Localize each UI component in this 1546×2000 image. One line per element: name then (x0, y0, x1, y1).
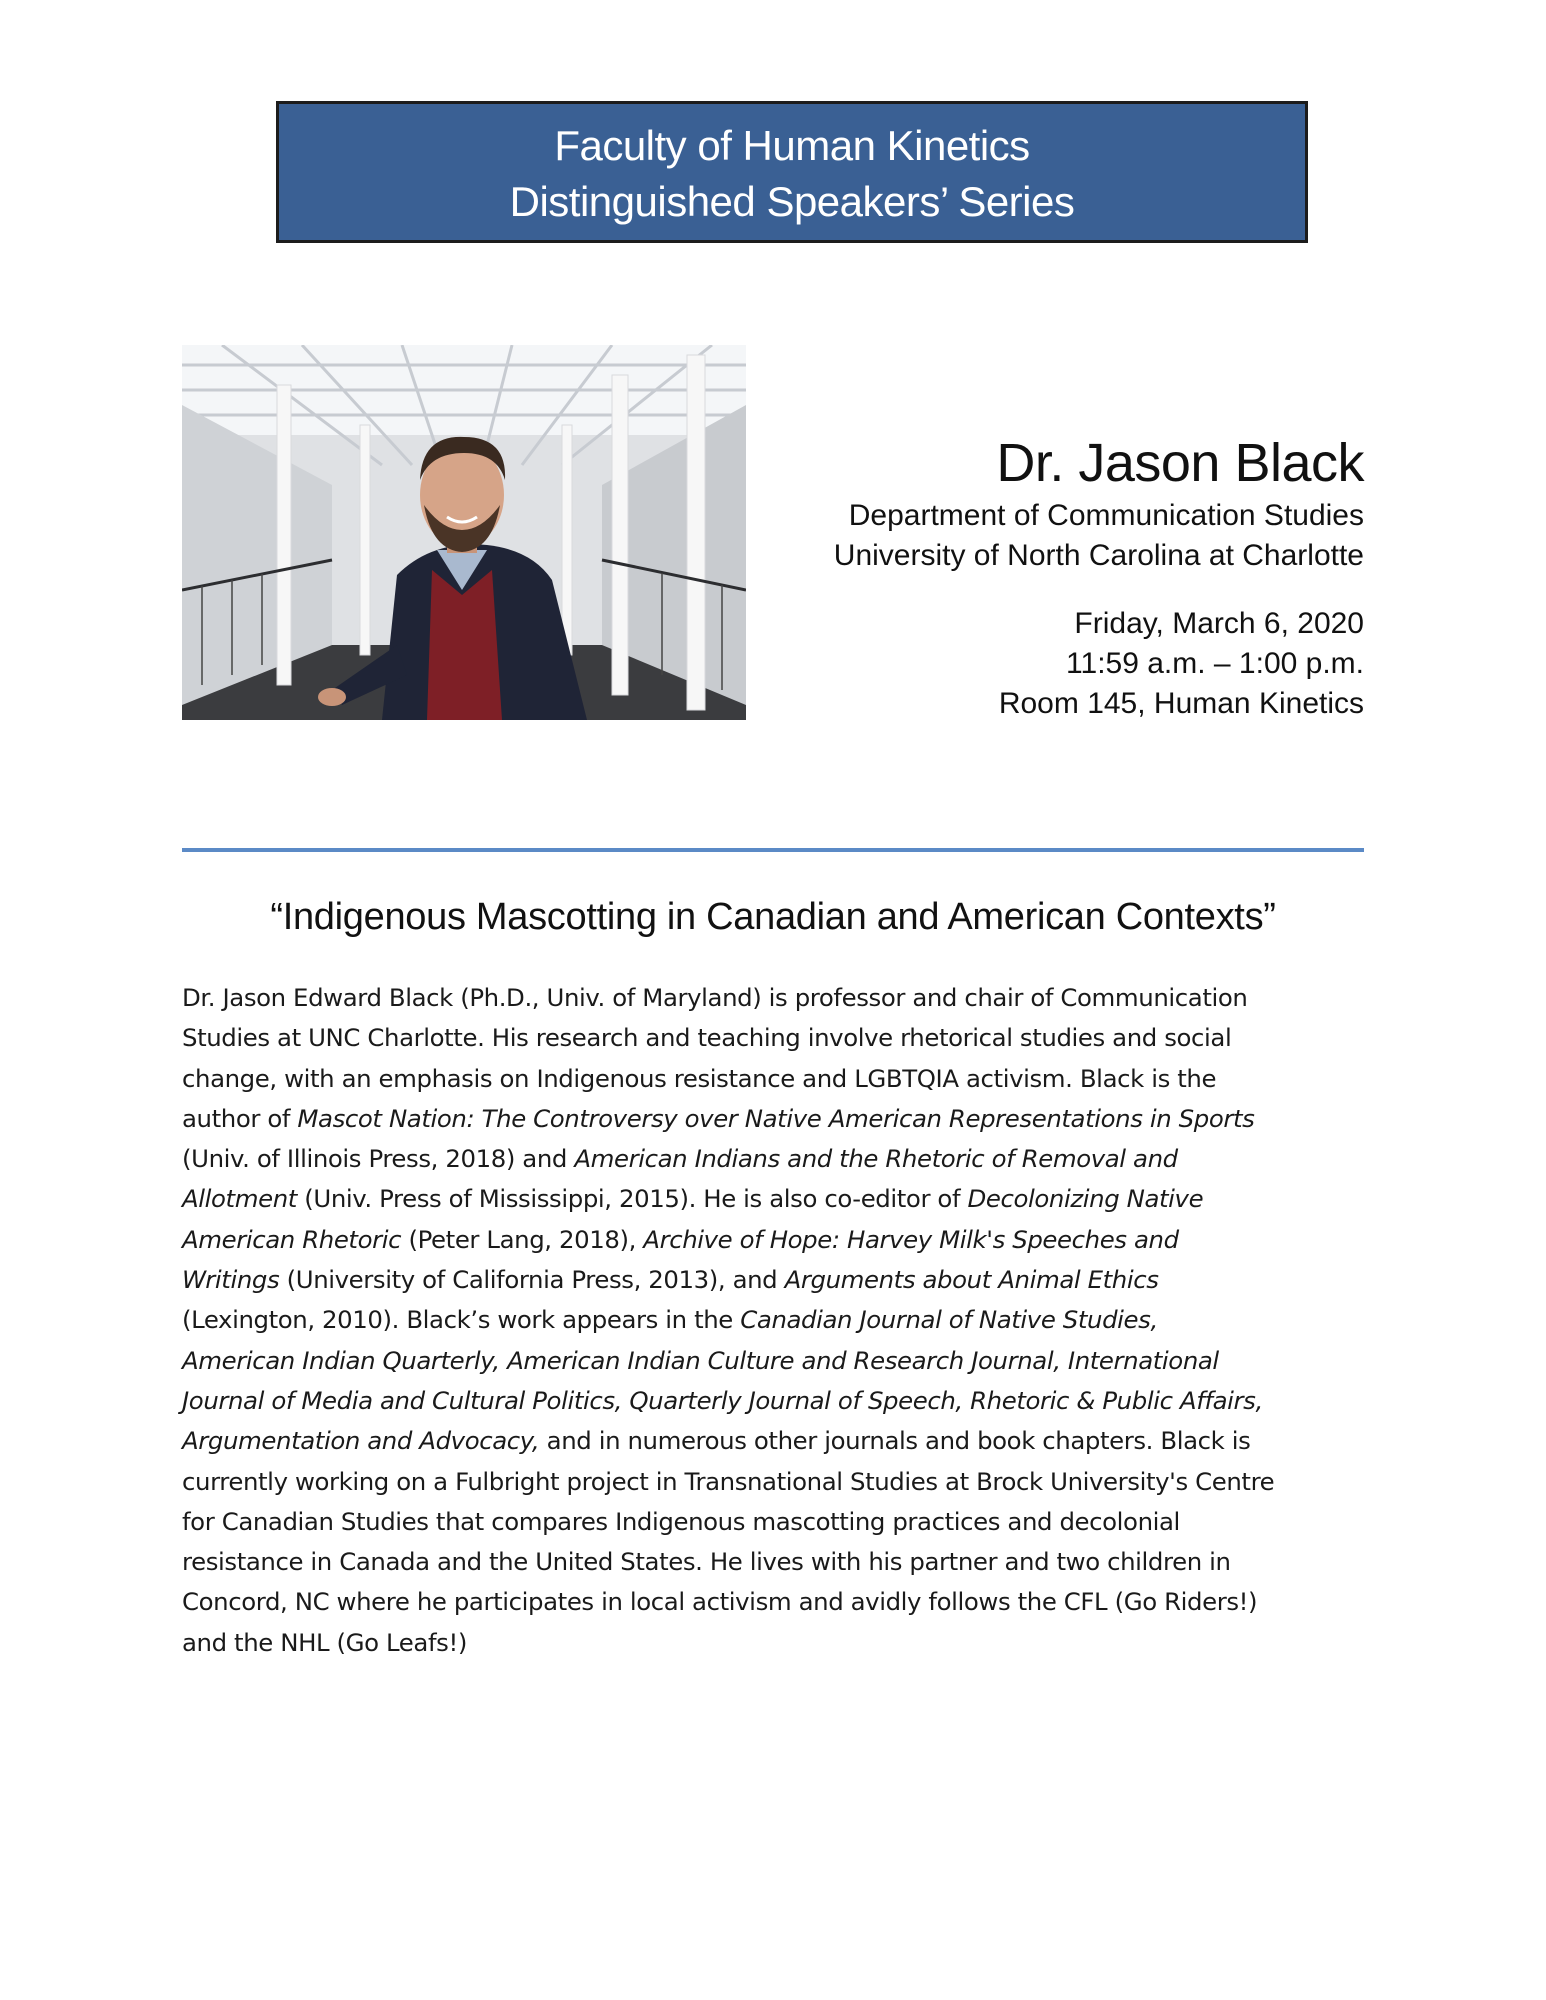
bio-text: and in numerous other journals and book chapters. Black is (539, 1426, 1251, 1456)
speaker-department: Department of Communication Studies (848, 499, 1364, 532)
bio-text: (Univ. Press of Mississippi, 2015). He is also co-editor of (296, 1184, 968, 1214)
journal-title: American Indian Quarterly, American Indian Culture and Research Journal, International (182, 1345, 1219, 1375)
bio-line: change, with an emphasis on Indigenous resistance and LGBTQIA activism. Black is the (182, 1063, 1217, 1093)
bio-line (182, 1421, 1364, 1461)
bio-text: (Lexington, 2010). Black’s work appears in the (182, 1305, 741, 1335)
book-title: American Indians and the Rhetoric of Removal and (574, 1144, 1178, 1174)
journal-title: Canadian Journal of Native Studies, (740, 1305, 1158, 1335)
speaker-university: University of North Carolina at Charlotte (833, 539, 1364, 572)
bio-line: Studies at UNC Charlotte. His research and teaching involve rhetorical studies and social (182, 1023, 1232, 1053)
bio-line: resistance in Canada and the United States. He lives with his partner and two children in (182, 1547, 1231, 1577)
speaker-name: Dr. Jason Black (996, 433, 1364, 493)
bio-line (182, 1220, 1364, 1260)
bio-line: Dr. Jason Edward Black (Ph.D., Univ. of Maryland) is professor and chair of Communication (182, 983, 1248, 1012)
book-title: Decolonizing Native (967, 1184, 1204, 1214)
banner-line-1: Faculty of Human Kinetics (554, 122, 1030, 169)
bio-line (182, 1179, 1364, 1219)
bio-line (182, 1139, 1364, 1179)
book-title: Writings (182, 1265, 280, 1295)
speaker-photo (182, 345, 746, 720)
journal-title: Journal of Media and Cultural Politics, Quarterly Journal of Speech, Rhetoric & Public Affairs, (182, 1385, 1263, 1415)
section-divider (182, 848, 1364, 852)
talk-title: “Indigenous Mascotting in Canadian and American Contexts” (270, 896, 1276, 938)
bio-line (182, 1260, 1364, 1300)
bio-line (182, 1381, 1364, 1421)
bio-line: Concord, NC where he participates in local activism and avidly follows the CFL (Go Riders!) (182, 1587, 1258, 1617)
banner-line-2: Distinguished Speakers’ Series (509, 178, 1075, 225)
event-time: 11:59 a.m. – 1:00 p.m. (1066, 647, 1364, 680)
book-title: Arguments about Animal Ethics (784, 1265, 1159, 1295)
event-details (664, 604, 1364, 724)
event-room: Room 145, Human Kinetics (998, 687, 1364, 720)
event-date: Friday, March 6, 2020 (1074, 607, 1364, 640)
speaker-photo-icon (182, 345, 746, 720)
book-title: Mascot Nation: The Controversy over Native American Representations in Sports (297, 1103, 1255, 1133)
bio-text: author of (182, 1103, 298, 1133)
bio-line: and the NHL (Go Leafs!) (182, 1627, 467, 1657)
bio-text: (Univ. of Illinois Press, 2018) and (182, 1144, 575, 1174)
bio-line: currently working on a Fulbright project in Transnational Studies at Brock University's Centre (182, 1466, 1275, 1496)
book-title: American Rhetoric (182, 1224, 402, 1254)
bio-line (182, 1099, 1364, 1139)
book-title: Archive of Hope: Harvey Milk's Speeches and (643, 1224, 1179, 1254)
bio-line: for Canadian Studies that compares Indigenous mascotting practices and decolonial (182, 1506, 1180, 1536)
bio-text: (Peter Lang, 2018), (401, 1224, 644, 1254)
book-title: Allotment (182, 1184, 297, 1214)
bio-text: (University of California Press, 2013), and (279, 1265, 785, 1295)
journal-title: Argumentation and Advocacy, (182, 1426, 540, 1456)
speaker-bio (182, 978, 1364, 1663)
series-banner (276, 101, 1308, 243)
speaker-info (664, 430, 1364, 724)
bio-line (182, 1341, 1364, 1381)
bio-line (182, 1300, 1364, 1340)
